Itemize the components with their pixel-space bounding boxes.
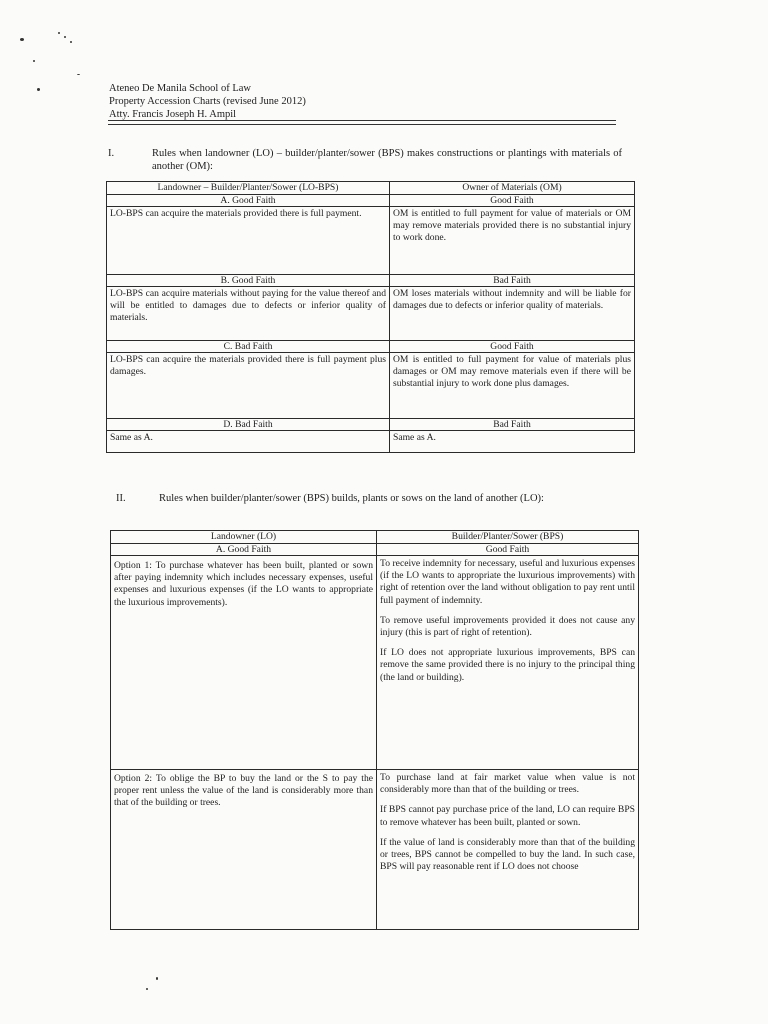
section-1-number: I.: [108, 148, 115, 159]
scan-speck: [33, 60, 35, 62]
row-b-right-label: Bad Faith: [390, 275, 635, 287]
option-1-lo-text: Option 1: To purchase whatever has been built, planted or sown after paying indemnity which includes necessary expenses, useful expenses and luxurious expenses (if the LO wants to appropriate the luxurious improvements).: [111, 556, 377, 770]
table1-header-lo-bps: Landowner – Builder/Planter/Sower (LO-BPS): [107, 182, 390, 195]
section-1-heading: [108, 147, 622, 173]
row-a-left-text: LO-BPS can acquire the materials provided there is full payment.: [107, 207, 390, 275]
scan-speck: [70, 41, 72, 43]
option-1-bps-text: [377, 556, 639, 770]
option-1-bps-paragraph: If LO does not appropriate luxurious improvements, BPS can remove the same provided there is no injury to the principal thing (the land or building).: [380, 647, 635, 683]
row-b-right-text: OM loses materials without indemnity and will be liable for damages due to defects or inferior quality of materials.: [390, 287, 635, 341]
row-a-right-text: OM is entitled to full payment for value of materials or OM may remove materials provided there is no substantial injury to work done.: [390, 207, 635, 275]
scan-speck: [146, 988, 148, 990]
scan-speck: [156, 977, 158, 980]
header-divider: [108, 120, 616, 125]
scan-speck: [58, 32, 60, 34]
table2-header-bps: Builder/Planter/Sower (BPS): [377, 531, 639, 544]
row-d-left-text: Same as A.: [107, 431, 390, 453]
document-title: Property Accession Charts (revised June 2012): [109, 96, 306, 107]
row-b-left-text: LO-BPS can acquire materials without paying for the value thereof and will be entitled to damages due to defects or inferior quality of materials.: [107, 287, 390, 341]
table2-header-lo: Landowner (LO): [111, 531, 377, 544]
section-2-number: II.: [116, 493, 126, 504]
scan-speck: [37, 88, 40, 91]
scan-speck: [20, 38, 24, 41]
option-1-bps-paragraph: To receive indemnity for necessary, useful and luxurious expenses (if the LO wants to appropriate the luxurious improvements) with right of retention over the land without obligation to pay rent until full payment of indemnity.: [380, 558, 635, 606]
section-1-table: [106, 181, 635, 453]
option-2-bps-paragraph: If the value of land is considerably more than that of the building or trees, BPS cannot be compelled to buy the land. In such case, BPS will pay reasonable rent if LO does not choose: [380, 836, 635, 873]
table2-right-label: Good Faith: [377, 544, 639, 556]
option-2-bps-paragraph: To purchase land at fair market value when value is not considerably more than that of the building or trees.: [380, 772, 635, 796]
author-name: Atty. Francis Joseph H. Ampil: [109, 109, 237, 120]
school-name: Ateneo De Manila School of Law: [109, 83, 252, 94]
section-2-table: [110, 530, 639, 930]
section-1-title: Rules when landowner (LO) – builder/planter/sower (BPS) makes constructions or plantings with materials of another (OM):: [152, 148, 622, 172]
scan-speck: [77, 74, 80, 75]
row-c-right-text: OM is entitled to full payment for value of materials plus damages or OM may remove materials even if there will be substantial injury to work done plus damages.: [390, 353, 635, 419]
row-b-left-label: B. Good Faith: [107, 275, 390, 287]
table2-left-label: A. Good Faith: [111, 544, 377, 556]
section-2-title: Rules when builder/planter/sower (BPS) builds, plants or sows on the land of another (LO):: [159, 493, 544, 504]
row-c-right-label: Good Faith: [390, 341, 635, 353]
row-a-right-label: Good Faith: [390, 195, 635, 207]
option-1-bps-paragraph: To remove useful improvements provided it does not cause any injury (this is part of right of retention).: [380, 614, 635, 639]
document-header: [109, 82, 306, 121]
row-c-left-text: LO-BPS can acquire the materials provided there is full payment plus damages.: [107, 353, 390, 419]
option-2-bps-paragraph: If BPS cannot pay purchase price of the land, LO can require BPS to remove whatever has been built, planted or sown.: [380, 804, 635, 828]
table1-header-om: Owner of Materials (OM): [390, 182, 635, 195]
section-2-heading: [116, 492, 634, 505]
scan-speck: [64, 36, 66, 38]
row-d-right-text: Same as A.: [390, 431, 635, 453]
row-a-left-label: A. Good Faith: [107, 195, 390, 207]
row-c-left-label: C. Bad Faith: [107, 341, 390, 353]
row-d-right-label: Bad Faith: [390, 419, 635, 431]
option-2-bps-text: [377, 770, 639, 930]
row-d-left-label: D. Bad Faith: [107, 419, 390, 431]
option-2-lo-text: Option 2: To oblige the BP to buy the land or the S to pay the proper rent unless the value of the land is considerably more than that of the building or trees.: [111, 770, 377, 930]
